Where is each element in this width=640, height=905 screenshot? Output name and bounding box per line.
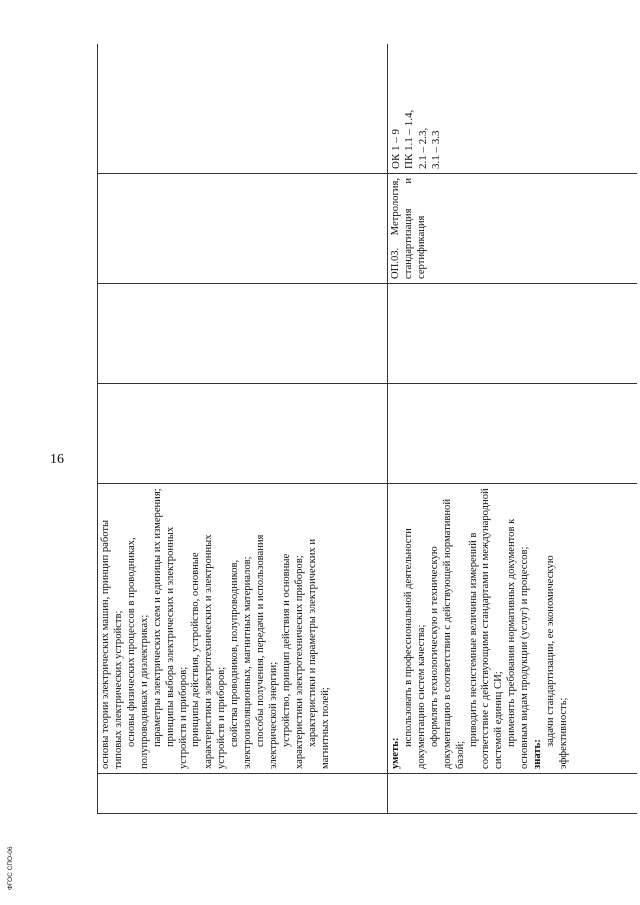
knowledge-line: принципы действия, устройство, основные характеристики электротехнических и электронных устройств и приборов;	[190, 534, 228, 769]
skill-line: оформлять технологическую и техническую документацию в соответствии с действующей нормативной базой;	[428, 498, 466, 769]
competency-line: ОК 1 – 9	[390, 128, 402, 169]
page-number: 16	[50, 452, 64, 467]
hours-cell	[388, 384, 638, 484]
discipline-cell	[98, 174, 388, 284]
knowledge-cell	[98, 484, 388, 774]
knowledge-line: способы получения, передачи и использования электрической энергии;	[255, 534, 279, 769]
competency-table	[97, 44, 637, 814]
knowledge-line: параметры электрических схем и единицы их измерения;	[151, 488, 163, 747]
table-container	[97, 44, 637, 814]
hours-cell	[98, 284, 388, 384]
index-cell	[98, 774, 388, 814]
skills-cell	[388, 484, 638, 774]
competency-line: 3.1 – 3.3	[430, 130, 443, 169]
knowledge-line: свойства проводников, полупроводников, электроизоляционных, магнитных материалов;	[229, 556, 254, 769]
discipline-name-line: стандартизация	[402, 208, 414, 279]
table-row	[98, 44, 388, 814]
index-cell	[388, 774, 638, 814]
competency-cell	[388, 44, 638, 174]
knowledge-line: устройство, принцип действия и основные характеристики электротехнических приборов;	[280, 553, 305, 769]
competency-line: ПК 1.1 – 1.4,	[403, 109, 416, 169]
skill-line: приводить несистемные величины измерений в соответствие с действующими стандартами и международной системой единиц СИ;	[467, 488, 505, 769]
knowledge-line: основы физических процессов в проводниках, полупроводниках и диэлектриках;	[125, 537, 150, 769]
knowledge-line: основы теории электрических машин, принцип работы типовых электрических устройств;	[100, 519, 124, 769]
competency-line: 2.1 – 2.3,	[416, 127, 429, 169]
hours-cell	[98, 384, 388, 484]
discipline-code: ОП.03.	[390, 247, 401, 279]
knowledge-line: принципы выбора электрических и электронных устройств и приборов;	[164, 526, 189, 769]
knowledge-line: задачи стандартизации, ее экономическую эффективность;	[545, 555, 569, 769]
knowledge-label: знать:	[532, 739, 544, 769]
hours-cell	[388, 284, 638, 384]
table-row	[388, 44, 638, 814]
skill-line: применять требования нормативных документов к основным видам продукции (услуг) и процессов;	[506, 518, 531, 769]
discipline-name-line: Метрология,	[390, 178, 401, 236]
skill-line: использовать в профессиональной деятельности документацию систем качества;	[402, 528, 427, 769]
competency-cell	[98, 44, 388, 174]
discipline-and: и	[402, 178, 414, 184]
skills-label: уметь:	[390, 737, 401, 769]
knowledge-line: характеристики и параметры электрических и магнитных полей;	[306, 538, 331, 769]
discipline-name-line: сертификация	[415, 215, 427, 279]
discipline-cell	[388, 174, 638, 284]
footer-standard-code: ФГОС СПО-06	[7, 846, 14, 890]
